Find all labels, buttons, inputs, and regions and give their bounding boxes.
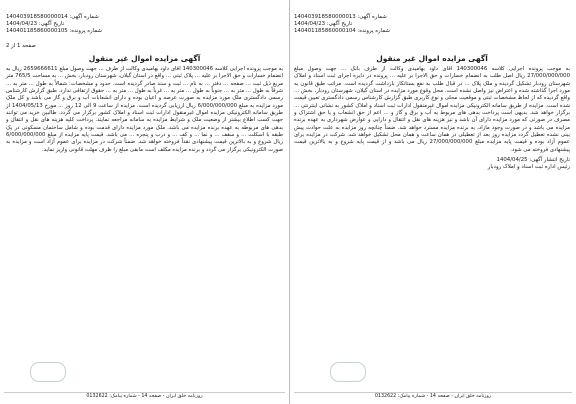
notice-meta	[6, 14, 102, 35]
footer-divider	[294, 392, 572, 393]
footer-text: روزنامه خلق ایران - صفحه 14 - شماره پیامک: 0132622	[374, 394, 492, 399]
stamp-icon	[330, 362, 366, 382]
case-number: شماره پرونده: 140401185860000104	[294, 28, 390, 34]
notice-number: شماره آگهی: 140403918580000013	[294, 14, 387, 20]
notice-header	[6, 14, 283, 54]
notice-body: به موجب پرونده اجرایی کلاسه 140300046 اقای داود بهامیدی وکالت از طرف ... جهت وصول مبلغ 2659666611 ریال به انضمام خسارات و حق الاجرا بر علیه ... پلاک ثبتی ... واقع در استان گیلان، شهرستان رودبار، بخش ... به مساحت 765/5 متر مربع ذیل ثبت ... صفحه ... دفتر ... به نام ... ثبت و سند صادر گردیده است. حدود و مشخصات: شمالاً به طول ... متر به ... شرقاً به طول ... متر به ... جنوباً به طول ... متر به ... غرباً به طول ... متر به ... حقوق ارتفاقی ندارد. طبق گزارش کارشناس رسمی دادگستری ملک مورد مزایده به صورت عرصه و اعیان بوده و دارای انشعابات آب و برق و گاز می باشد و کل ملک مورد مزایده به مبلغ 6/000/000/000 ریال ارزیابی گردیده است. مزایده از ساعت 9 الی 12 روز ... مورخ 1404/05/13 از طریق سامانه الکترونیکی مزایده اموال غیرمنقول ادارات ثبت اسناد و املاک کشور برگزار می گردد. طالبین خرید می توانند جهت کسب اطلاع بیشتر از وضعیت ملک و شرایط مزایده به سامانه مراجعه نمایند. پرداخت کلیه هزینه های نقل و انتقال و بدهی های مربوطه به عهده برنده مزایده می باشد. ملک مورد مزایده دارای قدمت بوده و شامل ساختمان مسکونی در یک طبقه با اسکلت ... و سقف ... و نما ... و کف ... و درب و پنجره ... می باشد. قیمت پایه مزایده از مبلغ 6/000/000/000 ریال شروع و به بالاترین قیمت پیشنهادی نقداً فروخته خواهد شد. ضمناً شرکت در مزایده برای عموم آزاد است و مزایده به صورت الکترونیکی برگزار می گردد و برنده مزایده مکلف است مابقی مبلغ را ظرف مهلت قانونی واریز نماید.	[6, 66, 283, 153]
notice-title: آگهی مزایده اموال غیر منقول	[88, 54, 201, 63]
notice-meta	[294, 14, 390, 35]
notice-body: به موجب پرونده اجرایی کلاسه 140300046 اقای داود بهامیدی وکالت از طرف بانک ... جهت وصول مبلغ 27/000/000/000 ریال اصل طلب به انضمام خسارات و حق الاجرا بر علیه ... پرونده در دایره اجرای ثبت اسناد و املاک شهرستان رودبار تشکیل گردیده و ملک پلاک ... در قبال طلب به نفع بستانکار بازداشت گردیده است. مراتب طبق قانون به مورد اجرا گذاشته شده و اعتراض نیز واصل نشده است. محل وقوع مورد مزایده در استان گیلان، شهرستان رودبار، بخش ... واقع گردیده که از لحاظ مشخصات ثبتی و موقعیت محلی و نوع کاربری طبق گزارش کارشناس رسمی دادگستری تعیین قیمت شده است. مزایده از طریق سامانه الکترونیکی مزایده اموال غیرمنقول ادارات ثبت اسناد و املاک کشور به نشانی اینترنتی ... برگزار خواهد شد. بدیهی است پرداخت بدهی های مربوط به آب و برق و گاز و ... اعم از حق انشعاب و یا حق اشتراک و مصرف در صورتی که مورد مزایده دارای آن باشد و نیز هزینه های نقل و انتقال و دارایی و عوارض شهرداری به عهده برنده مزایده می باشد و در صورت وجود مازاد، به برنده مزایده مسترد خواهد شد. ضمناً چنانچه روز مزایده به علت حوادث پیش بینی نشده تعطیل گردد مزایده روز بعد از تعطیلی در همان ساعت و همان محل تشکیل خواهد شد. شرکت در مزایده برای عموم آزاد بوده و قیمت پایه مزایده مبلغ 27/000/000/000 ریال می باشد و از قیمت پایه شروع و به بالاترین قیمت پیشنهادی فروخته می شود.	[294, 66, 570, 153]
notice-footer	[4, 392, 285, 400]
case-number: شماره پرونده: 140401185860000105	[6, 28, 102, 34]
notice-date: تاریخ آگهی: 1404/04/23	[294, 21, 353, 27]
footer-text: روزنامه خلق ایران - صفحه 14 - شماره پیامک: 0132622	[86, 394, 203, 399]
publication-date: تاریخ انتشار آگهی: 1404/04/25	[496, 157, 570, 164]
notice-footer	[294, 392, 572, 400]
stamp-icon	[30, 362, 66, 382]
notice-signature	[294, 157, 570, 171]
signatory: رئیس اداره ثبت اسناد و املاک رودبار	[487, 164, 570, 171]
notice-number: شماره آگهی: 140403918580000014	[6, 14, 99, 20]
notice-title: آگهی مزایده اموال غیر منقول	[376, 54, 488, 63]
auction-notice-right	[290, 0, 576, 404]
footer-divider	[4, 392, 285, 393]
notice-date: تاریخ آگهی: 1404/04/23	[6, 21, 65, 27]
page-indicator: صفحه 1 از 2	[6, 43, 36, 49]
notice-header	[294, 14, 570, 54]
